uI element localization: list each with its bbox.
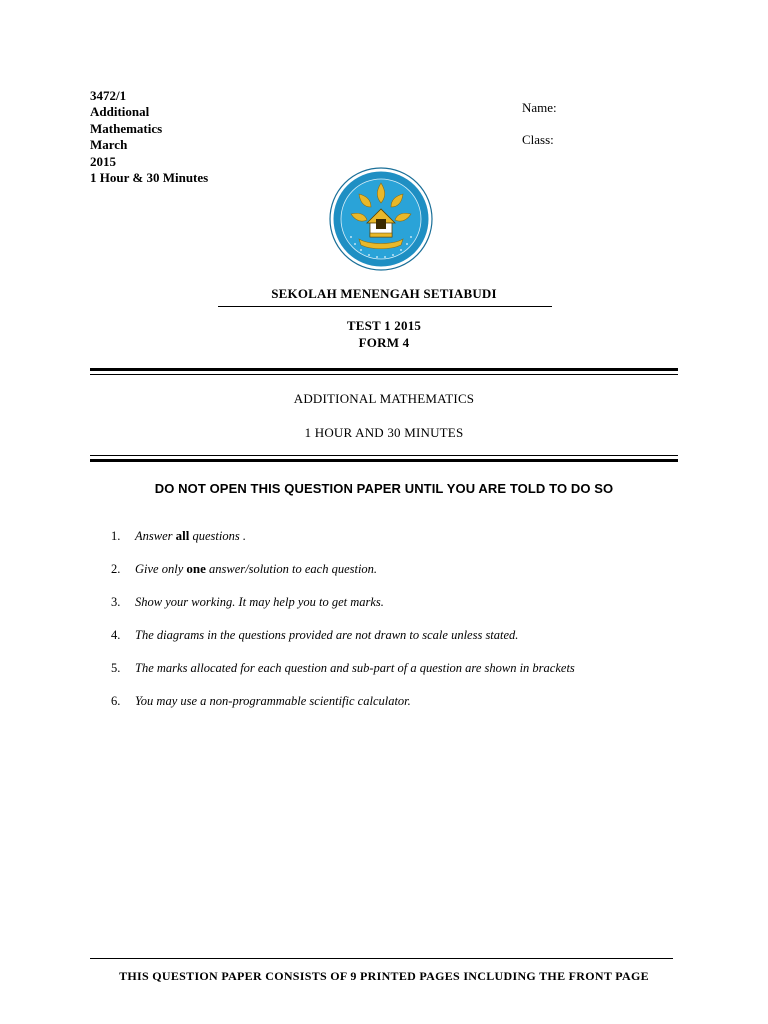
instruction-text: Give only xyxy=(135,562,187,576)
instruction-text: answer/solution to each question. xyxy=(205,562,378,576)
subject-title: ADDITIONAL MATHEMATICS xyxy=(293,391,475,406)
instruction-number: 6. xyxy=(111,694,121,708)
instruction-text: The diagrams in the questions provided are not drawn to scale unless stated. xyxy=(135,628,519,642)
name-label: Name: xyxy=(522,100,557,115)
list-item xyxy=(111,659,711,692)
instruction-text: You may use a non-programmable scientific calculator. xyxy=(135,694,411,708)
paper-code: 3472/1 xyxy=(90,88,127,103)
instruction-text: questions . xyxy=(189,529,246,543)
school-name: SEKOLAH MENENGAH SETIABUDI xyxy=(271,286,497,301)
list-item xyxy=(111,593,711,626)
school-name-underline xyxy=(218,306,552,307)
instruction-number: 3. xyxy=(111,595,121,609)
school-crest-icon xyxy=(329,167,433,271)
instruction-number: 5. xyxy=(111,661,121,675)
paper-duration: 1 Hour & 30 Minutes xyxy=(90,170,209,186)
instruction-emphasis: one xyxy=(186,561,206,576)
section-divider-thick xyxy=(90,368,678,371)
school-crest-graphic xyxy=(329,167,433,271)
paper-year: 2015 xyxy=(90,153,116,169)
test-title: TEST 1 2015 xyxy=(346,318,422,333)
paper-info-block xyxy=(90,88,290,186)
section-divider-thick-2 xyxy=(90,459,678,462)
form-level: FORM 4 xyxy=(358,335,410,350)
footer-divider xyxy=(90,958,673,959)
list-item xyxy=(111,626,711,659)
instruction-number: 1. xyxy=(111,529,121,543)
paper-subject-line2: Mathematics xyxy=(90,120,163,136)
instruction-number: 2. xyxy=(111,562,121,576)
instruction-text: Show your working. It may help you to get marks. xyxy=(135,595,384,609)
exam-duration: 1 HOUR AND 30 MINUTES xyxy=(304,425,464,440)
list-item xyxy=(111,527,711,560)
instruction-text: Answer xyxy=(135,529,176,543)
page-count-notice: THIS QUESTION PAPER CONSISTS OF 9 PRINTED PAGES INCLUDING THE FRONT PAGE xyxy=(119,969,649,983)
section-divider-thin xyxy=(90,374,678,375)
class-label: Class: xyxy=(522,132,554,147)
instruction-emphasis: all xyxy=(175,528,190,543)
instruction-number: 4. xyxy=(111,628,121,642)
list-item xyxy=(111,692,711,725)
paper-subject-line1: Additional xyxy=(90,104,150,120)
section-divider-thin-2 xyxy=(90,455,678,456)
list-item xyxy=(111,560,711,593)
instruction-text: The marks allocated for each question and sub-part of a question are shown in brackets xyxy=(135,661,575,675)
warning-notice: DO NOT OPEN THIS QUESTION PAPER UNTIL YOU ARE TOLD TO DO SO xyxy=(154,481,614,496)
instructions-list xyxy=(111,527,711,725)
paper-month: March xyxy=(90,137,128,153)
